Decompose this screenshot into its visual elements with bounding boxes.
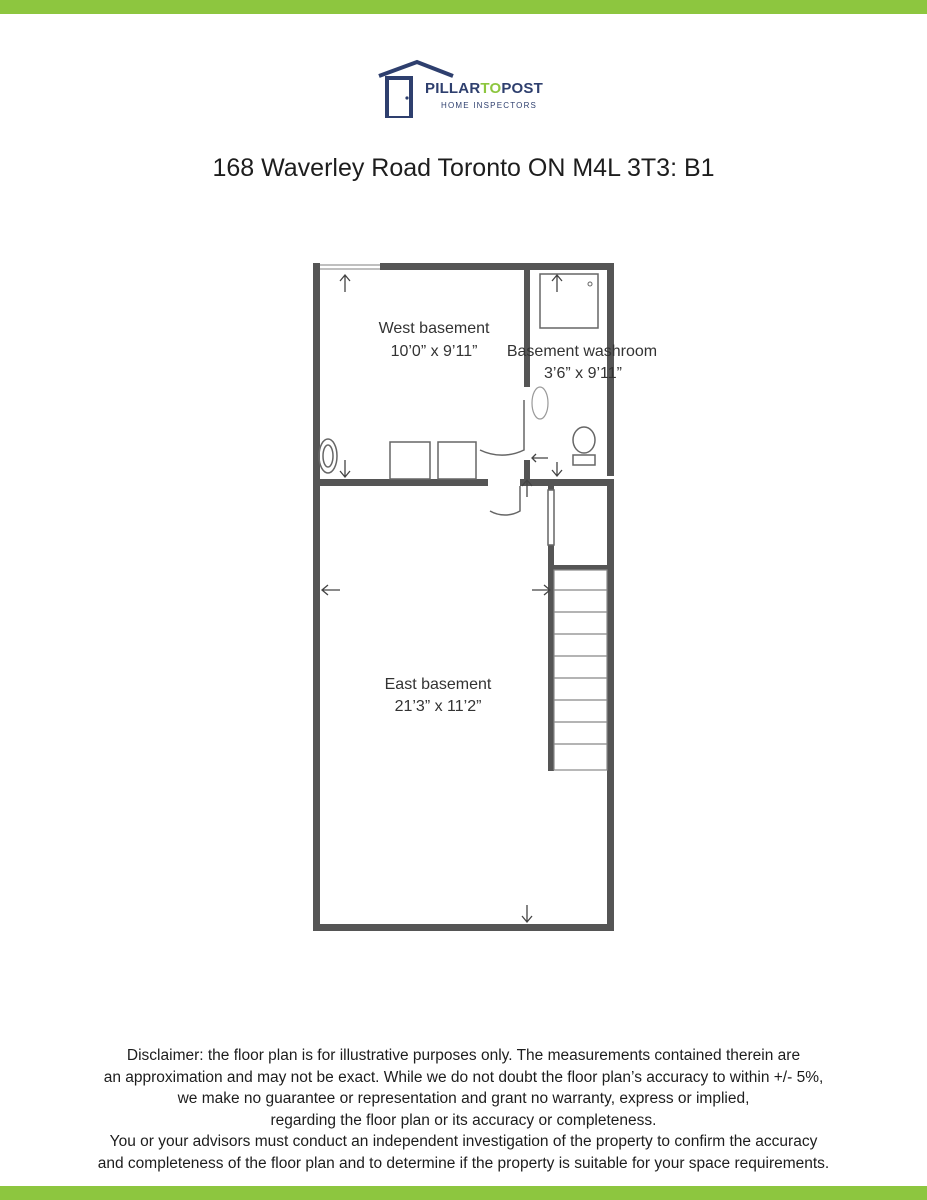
washroom-sink-icon (532, 387, 548, 419)
dryer-icon (438, 442, 476, 479)
page-title: 168 Waverley Road Toronto ON M4L 3T3: B1 (212, 154, 715, 182)
washroom-dimensions: 3’6” x 9’11” (544, 365, 622, 382)
west-basement-label: West basement (378, 320, 490, 337)
west-basement-dimensions: 10’0” x 9’11” (390, 343, 478, 360)
toilet-icon (573, 427, 595, 465)
sink-icon (319, 439, 337, 473)
disclaimer-line: You or your advisors must conduct an independent investigation of the property to confirm the accuracy (109, 1133, 818, 1150)
disclaimer-line: an approximation and may not be exact. While we do not doubt the floor plan’s accuracy to within +/- 5%, (103, 1068, 824, 1086)
disclaimer-line: regarding the floor plan or its accuracy or completeness. (270, 1111, 657, 1129)
door-swing (480, 400, 554, 545)
stairs (554, 570, 607, 770)
walls (313, 263, 614, 931)
washer-icon (390, 442, 430, 479)
disclaimer-line: Disclaimer: the floor plan is for illustrative purposes only. The measurements contained therein are (126, 1047, 801, 1064)
east-basement-label: East basement (384, 676, 492, 693)
brand-name: PILLARTOPOST (425, 80, 543, 97)
washroom-label: Basement washroom (506, 343, 658, 360)
disclaimer-line: we make no guarantee or representation and grant no warranty, express or implied, (177, 1090, 750, 1107)
disclaimer (0, 1045, 927, 1174)
disclaimer-line: and completeness of the floor plan and to determine if the property is suitable for your space requirements. (97, 1154, 830, 1172)
east-basement-dimensions: 21’3” x 11’2” (394, 698, 482, 715)
brand-subtitle: HOME INSPECTORS (441, 101, 538, 110)
window (320, 265, 380, 269)
bottom-accent-bar (0, 1186, 927, 1200)
